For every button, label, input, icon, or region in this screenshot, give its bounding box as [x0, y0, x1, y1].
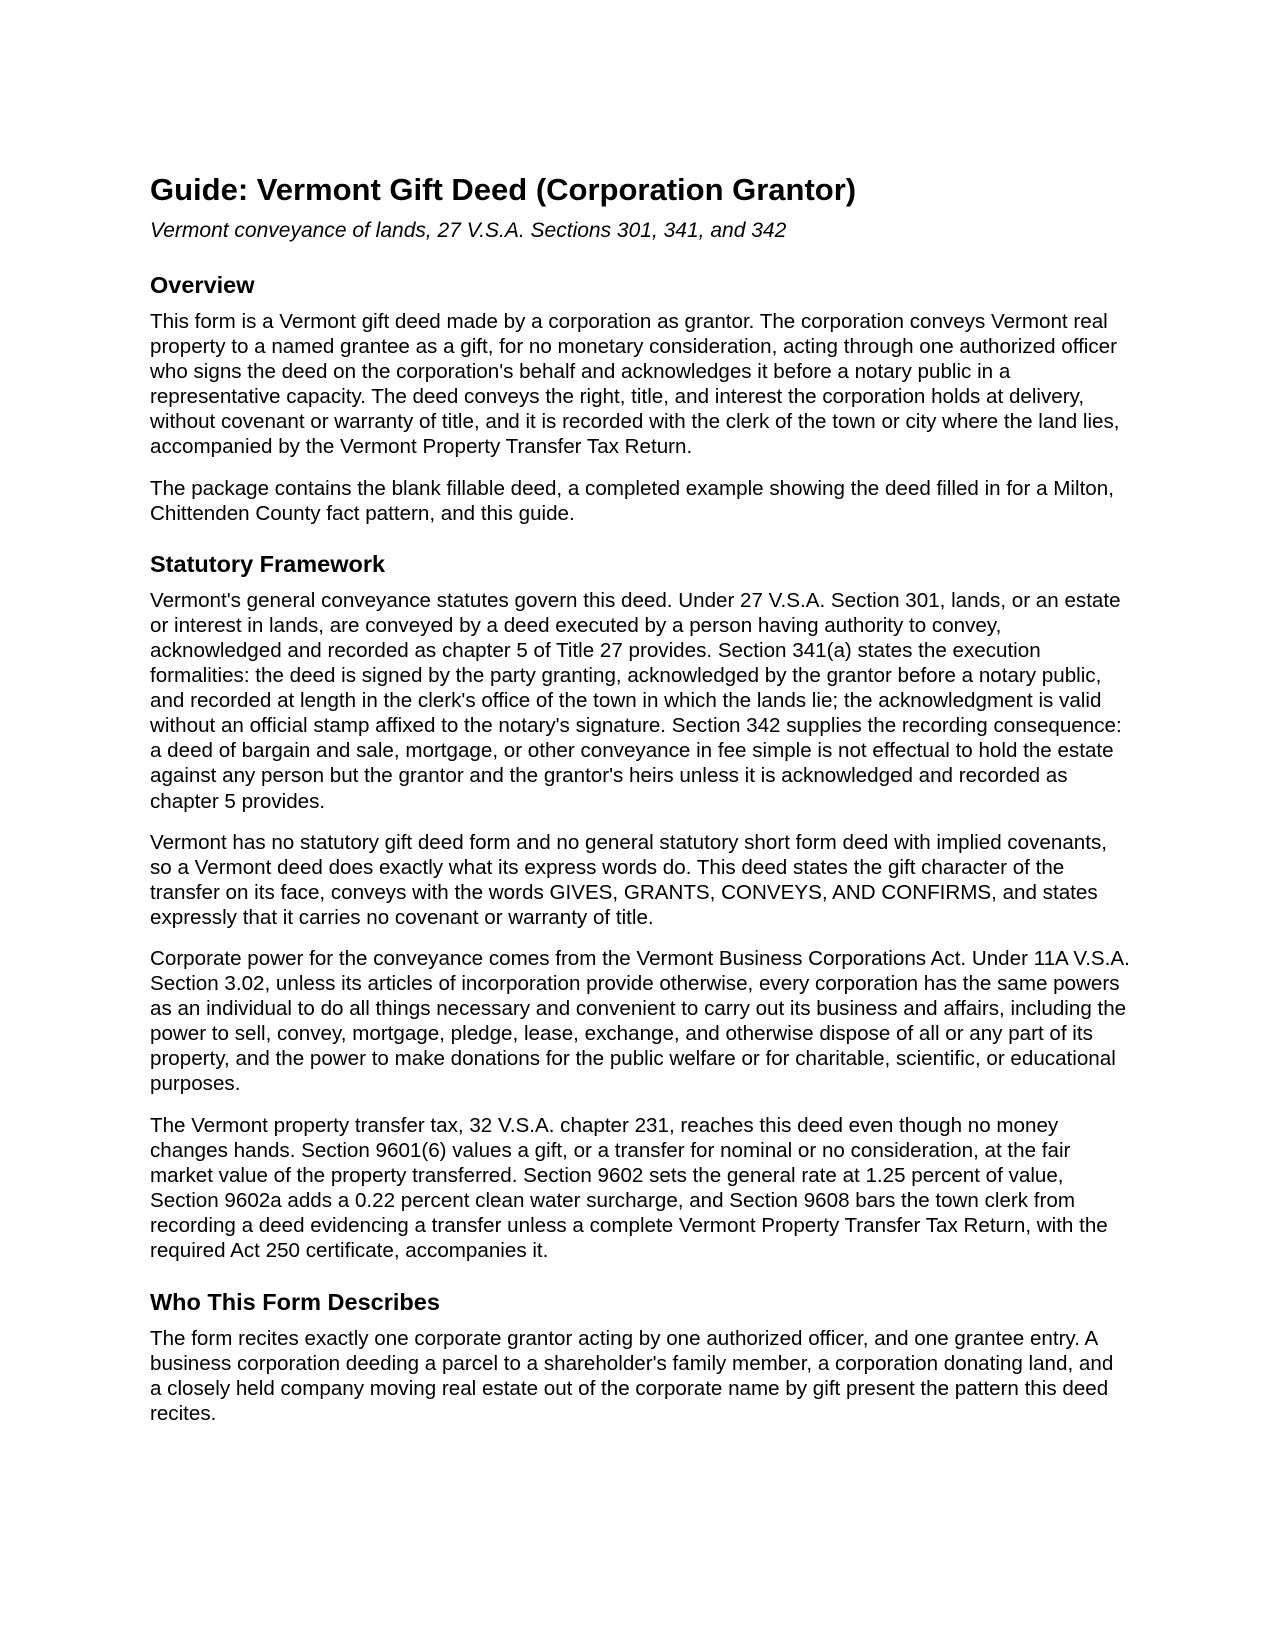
statutory-paragraph-2: Vermont has no statutory gift deed form and no general statutory short form deed with implied covenants, so a Vermont deed does exactly what its express words do. This deed states the gift character of the transfer on its face, conveys with the words GIVES, GRANTS, CONVEYS, AND CONFIRMS, and states expressly that it carries no covenant or warranty of title. [150, 830, 1107, 929]
statutory-paragraph-3: Corporate power for the conveyance comes from the Vermont Business Corporations Act. Under 11A V.S.A. Section 3.02, unless its articles of incorporation provide otherwise, every corporation has the same powers as an individual to do all things necessary and convenient to carry out its business and affairs, including the power to sell, convey, mortgage, pledge, lease, exchange, and otherwise dispose of all or any part of its property, and the power to make donations for the public welfare or for charitable, scientific, or educational purposes. [150, 946, 1130, 1096]
overview-paragraph-2: The package contains the blank fillable deed, a completed example showing the deed filled in for a Milton, Chittenden County fact pattern, and this guide. [150, 476, 1114, 525]
section-who-this-form-describes [150, 1288, 1130, 1426]
document-page [150, 170, 1130, 1426]
section-overview [150, 271, 1130, 526]
section-statutory-framework [150, 550, 1130, 1263]
overview-paragraph-1: This form is a Vermont gift deed made by a corporation as grantor. The corporation conveys Vermont real property to a named grantee as a gift, for no monetary consideration, acting through one authorized officer who signs the deed on the corporation's behalf and acknowledges it before a notary public in a representative capacity. The deed conveys the right, title, and interest the corporation holds at delivery, without covenant or warranty of title, and it is recorded with the clerk of the town or city where the land lies, accompanied by the Vermont Property Transfer Tax Return. [150, 310, 1120, 459]
statutory-paragraph-4: The Vermont property transfer tax, 32 V.S.A. chapter 231, reaches this deed even though no money changes hands. Section 9601(6) values a gift, or a transfer for nominal or no consideration, at the fair market value of the property transferred. Section 9602 sets the general rate at 1.25 percent of value, Section 9602a adds a 0.22 percent clean water surcharge, and Section 9608 bars the town clerk from recording a deed evidencing a transfer unless a complete Vermont Property Transfer Tax Return, with the required Act 250 certificate, accompanies it. [150, 1113, 1108, 1262]
who-paragraph-1: The form recites exactly one corporate grantor acting by one authorized officer, and one grantee entry. A business corporation deeding a parcel to a shareholder's family member, a corporation donating land, and a closely held company moving real estate out of the corporate name by gift present the pattern this deed recites. [150, 1327, 1114, 1426]
document-subtitle: Vermont conveyance of lands, 27 V.S.A. Sections 301, 341, and 342 [150, 219, 787, 242]
statutory-paragraph-1: Vermont's general conveyance statutes govern this deed. Under 27 V.S.A. Section 301, lands, or an estate or interest in lands, are conveyed by a deed executed by a person having authority to convey, acknowledged and recorded as chapter 5 of Title 27 provides. Section 341(a) states the execution formalities: the deed is signed by the party granting, acknowledged by the grantor before a notary public, and recorded at length in the clerk's office of the town in which the lands lie; the acknowledgment is valid without an official stamp affixed to the notary's signature. Section 342 supplies the recording consequence: a deed of bargain and sale, mortgage, or other conveyance in fee simple is not effectual to hold the estate against any person but the grantor and the grantor's heirs unless it is acknowledged and recorded as chapter 5 provides. [150, 588, 1122, 813]
section-heading-who-this-form-describes: Who This Form Describes [150, 1289, 440, 1316]
section-heading-overview: Overview [150, 272, 255, 298]
document-title: Guide: Vermont Gift Deed (Corporation Grantor) [150, 172, 857, 207]
section-heading-statutory-framework: Statutory Framework [150, 550, 386, 577]
